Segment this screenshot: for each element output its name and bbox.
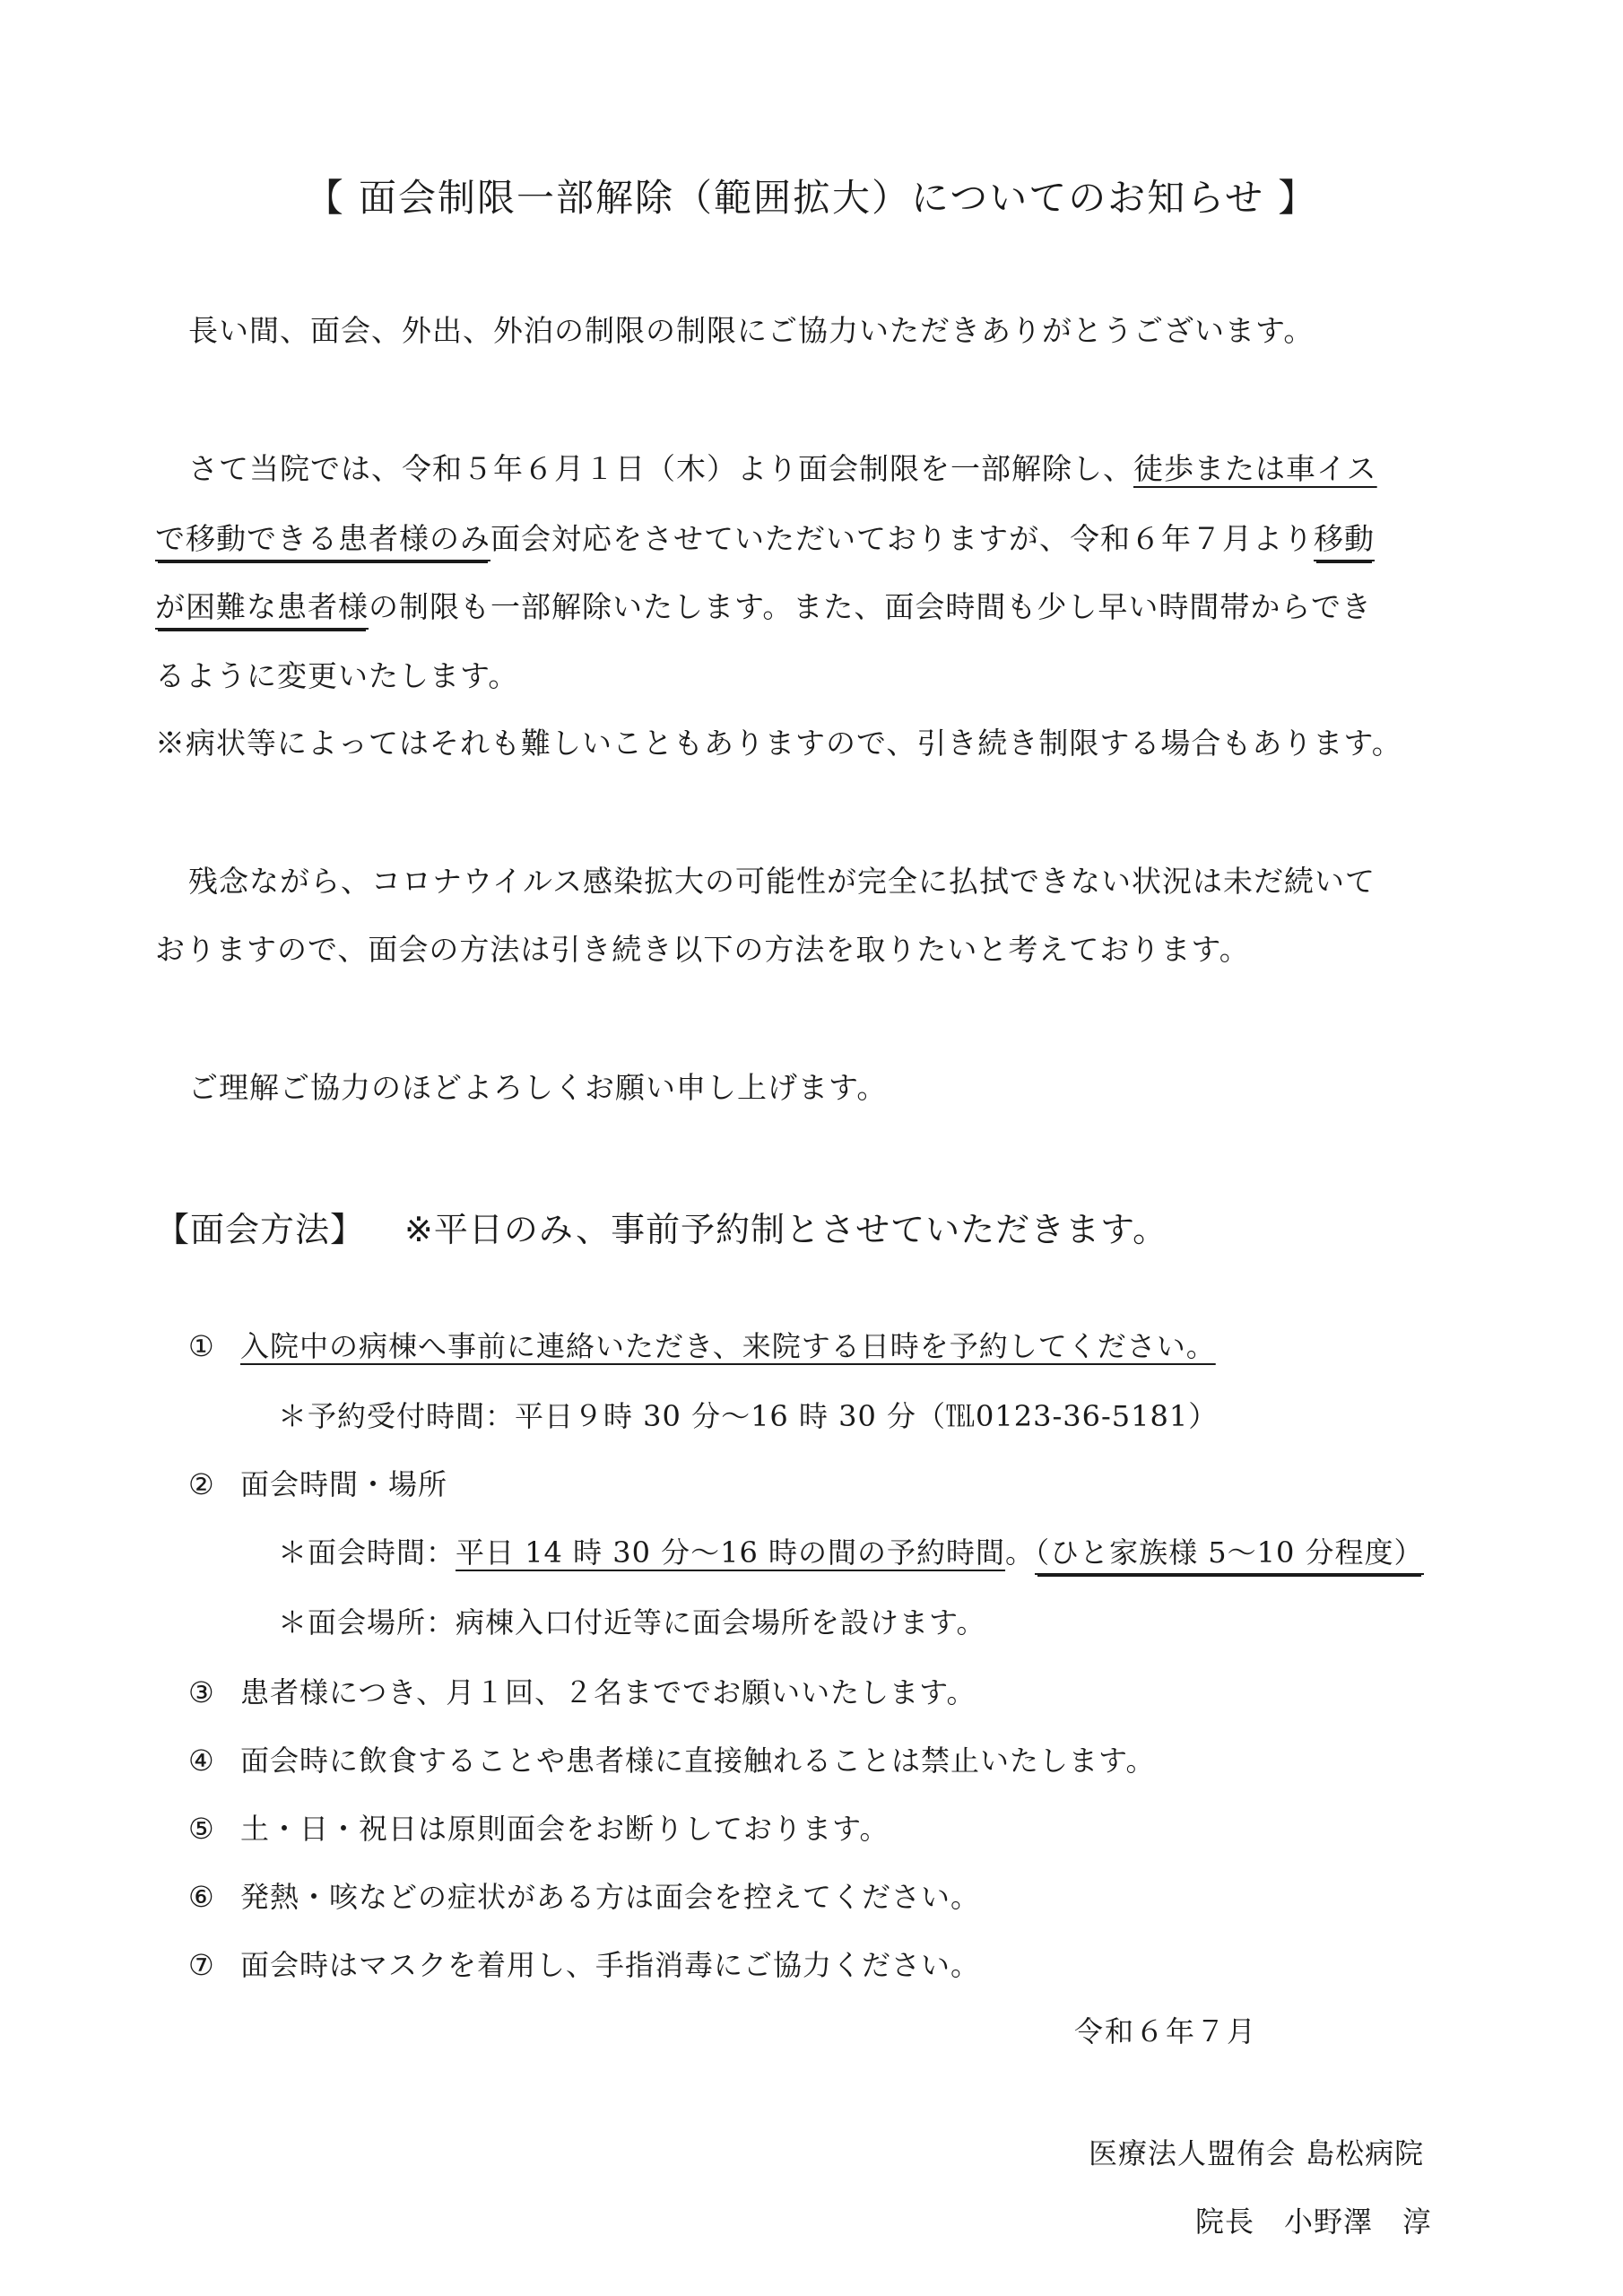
method-item-2: [188, 1462, 447, 1503]
method-heading: [155, 1202, 1167, 1251]
item-text: 発熱・咳などの症状がある方は面会を控えてください。: [240, 1880, 981, 1914]
p2-line-2-text: 面会対応をさせていただいておりますが、令和６年７月より: [490, 521, 1314, 556]
p2-line-1: [188, 451, 1377, 486]
item-number: ④: [188, 1744, 215, 1778]
greeting-paragraph: 長い間、面会、外出、外泊の制限の制限にご協力いただきありがとうございます。: [188, 313, 1315, 348]
item-number: ⑥: [188, 1880, 215, 1914]
item-number: ⑦: [188, 1948, 215, 1982]
method-item-6: [188, 1874, 980, 1916]
item-number: ①: [188, 1329, 215, 1363]
p2-line-4: るように変更いたします。: [155, 658, 519, 693]
method-item-7: [188, 1943, 980, 1984]
item-text: 土・日・祝日は原則面会をお断りしております。: [240, 1812, 890, 1846]
p2-line-2-underlined-2: 移動: [1314, 521, 1375, 561]
visiting-hours-period: 。: [1005, 1535, 1036, 1570]
notice-date: 令和６年７月: [1074, 2014, 1258, 2048]
method-item-5: [188, 1806, 889, 1848]
p2-line-3-underlined: が困難な患者様: [155, 589, 369, 630]
p2-line-2-underlined: で移動できる患者様のみ: [155, 521, 490, 561]
item-text: 入院中の病棟へ事前に連絡いただき、来院する日時を予約してください。: [240, 1329, 1216, 1363]
hospital-name: 医療法人盟侑会 島松病院: [1089, 2136, 1425, 2170]
p2-note: ※病状等によってはそれも難しいこともありますので、引き続き制限する場合もあります。: [155, 726, 1402, 761]
notice-title: 【 面会制限一部解除（範囲拡大）についてのお知らせ 】: [305, 176, 1318, 220]
visiting-hours-label: ＊面会時間：: [278, 1535, 456, 1570]
item-text: 面会時に飲食することや患者様に直接触れることは禁止いたします。: [240, 1744, 1156, 1778]
item-number: ③: [188, 1675, 215, 1709]
p3-line-1: 残念ながら、コロナウイルス感染拡大の可能性が完全に払拭できない状況は未だ続いて: [188, 864, 1376, 899]
method-heading-label: 【面会方法】: [155, 1210, 366, 1249]
director-name: 院長 小野澤 淳: [1195, 2205, 1433, 2239]
p2-line-3-text: の制限も一部解除いたします。また、面会時間も少し早い時間帯からでき: [369, 589, 1373, 624]
method-item-3: [188, 1670, 976, 1711]
p2-line-3: [155, 589, 1373, 624]
p3-line-2: おりますので、面会の方法は引き続き以下の方法を取りたいと考えております。: [155, 932, 1250, 967]
p2-line-1-text: さて当院では、令和５年６月１日（木）より面会制限を一部解除し、: [188, 451, 1133, 486]
method-item-1: [188, 1324, 1216, 1365]
item-text: 患者様につき、月１回、２名まででお願いいたします。: [240, 1675, 976, 1709]
item-text: 面会時はマスクを着用し、手指消毒にご協力ください。: [240, 1948, 981, 1982]
method-item-4: [188, 1738, 1155, 1779]
visiting-hours-duration: （ひと家族様 5～10 分程度）: [1035, 1535, 1423, 1575]
p2-line-2: [155, 521, 1375, 556]
method-heading-note: ※平日のみ、事前予約制とさせていただきます。: [404, 1210, 1168, 1249]
p2-line-1-underlined: 徒歩または車イス: [1133, 451, 1377, 486]
reservation-hours: ＊予約受付時間：平日９時 30 分～16 時 30 分（℡0123-36-5181）: [278, 1399, 1219, 1433]
closing-paragraph: ご理解ご協力のほどよろしくお願い申し上げます。: [188, 1070, 888, 1105]
item-number: ②: [188, 1467, 215, 1501]
item-text: 面会時間・場所: [240, 1467, 448, 1501]
visiting-hours: [278, 1530, 1424, 1571]
item-number: ⑤: [188, 1812, 215, 1846]
visiting-place: ＊面会場所：病棟入口付近等に面会場所を設けます。: [278, 1605, 986, 1639]
visiting-hours-time: 平日 14 時 30 分～16 時の間の予約時間: [456, 1535, 1006, 1570]
